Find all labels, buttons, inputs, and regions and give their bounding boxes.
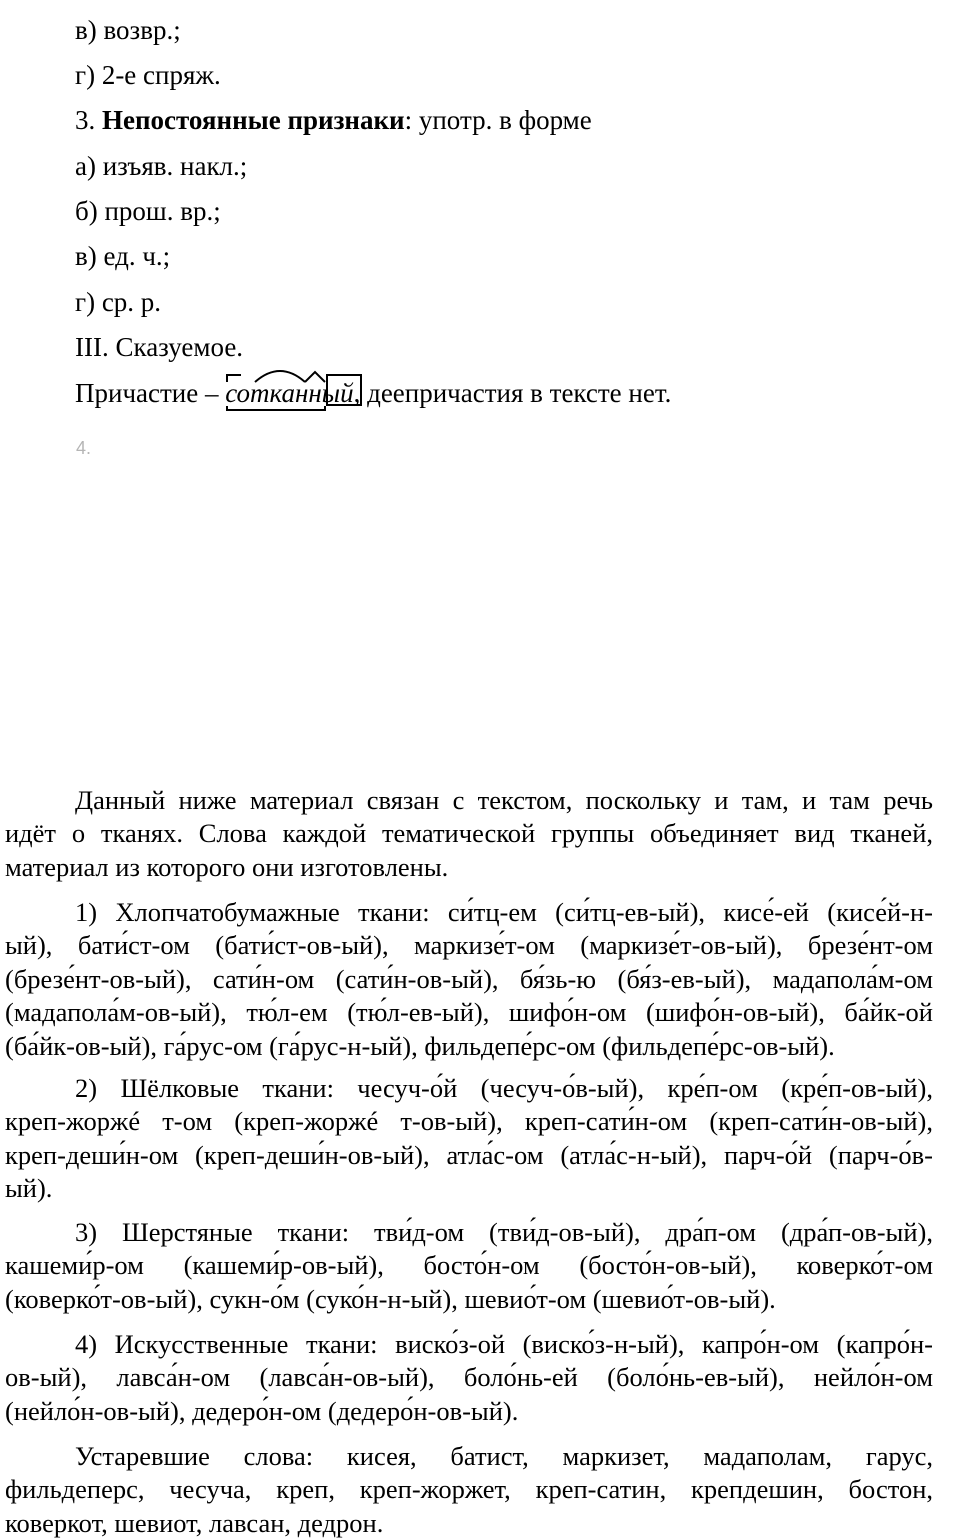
sub-item-a: а) изъяв. накл.; bbox=[75, 151, 248, 181]
sub-item-v: в) ед. ч.; bbox=[75, 241, 171, 271]
paragraph-intro bbox=[5, 784, 933, 884]
paragraph-wool bbox=[5, 1216, 933, 1316]
paragraph-row: (коверко́т-ов-ый), сукн-о́м (суко́н-н-ый), шевио́т-ом (шевио́т-ов-ый). bbox=[5, 1283, 776, 1314]
paragraph-row: Устаревшие слова: кисея, батист, маркизет, мадаполам, гарус, bbox=[75, 1441, 933, 1471]
paragraph-row: креп-деши́н-ом (креп-деши́н-ов-ый), атла́с-ом (атла́с-н-ый), парч-о́й (парч-о́в- bbox=[5, 1139, 933, 1170]
paragraph-row: материал из которого они изготовлены. bbox=[5, 851, 449, 882]
sub-item-g: г) ср. р. bbox=[75, 287, 162, 317]
paragraph-row: кашеми́р-ом (кашеми́р-ов-ый), босто́н-ом (босто́н-ов-ый), коверко́т-ом bbox=[5, 1250, 933, 1281]
paragraph-row: ый). bbox=[5, 1173, 53, 1204]
item-number: 3. bbox=[75, 105, 102, 135]
paragraph-row: фильдеперс, чесуча, креп, креп-жоржет, креп-сатин, крепдешин, бостон, bbox=[5, 1474, 933, 1505]
participle-word-analysis bbox=[225, 376, 353, 410]
paragraph-row: (брезе́нт-ов-ый), сати́н-ом (сати́н-ов-ый), бя́зь-ю (бя́з-ев-ый), мадапола́м-ом bbox=[5, 963, 933, 994]
nonconstant-features-line bbox=[75, 103, 592, 137]
paragraph-cotton bbox=[5, 896, 933, 1063]
participle-suffix: , деепричастия в тексте нет. bbox=[353, 378, 672, 408]
paragraph-row: 1) Хлопчатобумажные ткани: си́тц-ем (си́тц-ев-ый), кисе́-ей (кисе́й-н- bbox=[75, 897, 933, 927]
paragraph-row: ов-ый), лавса́н-ом (лавса́н-ов-ый), боло́нь-ей (боло́нь-ев-ый), нейло́н-ом bbox=[5, 1362, 933, 1393]
paragraph-row: (ба́йк-ов-ый), га́рус-ом (га́рус-н-ый), фильдепе́рс-ом (фильдепе́рс-ов-ый). bbox=[5, 1030, 835, 1061]
morpheme-marks-icon bbox=[225, 362, 365, 414]
participle-word: сотканный bbox=[225, 378, 354, 408]
section-number: 4. bbox=[76, 438, 92, 458]
paragraph-obsolete bbox=[5, 1440, 933, 1540]
sub-item-b: б) прош. вр.; bbox=[75, 196, 221, 226]
paragraph-row: Данный ниже материал связан с текстом, поскольку и там, и там речь bbox=[75, 785, 933, 815]
paragraph-row: 3) Шерстяные ткани: тви́д-ом (тви́д-ов-ый), дра́п-ом (дра́п-ов-ый), bbox=[75, 1217, 933, 1247]
list-line-v: в) возвр.; bbox=[75, 15, 181, 45]
paragraph-row: креп-жоржé т-ом (креп-жоржé т-ов-ый), креп-сати́н-ом (креп-сати́н-ов-ый), bbox=[5, 1106, 933, 1137]
nonconstant-features-rest: : употр. в форме bbox=[404, 105, 592, 135]
paragraph-row: идёт о тканях. Слова каждой тематической группы объединяет вид тканей, bbox=[5, 818, 933, 849]
participle-prefix: Причастие – bbox=[75, 378, 226, 408]
paragraph-row: (мадапола́м-ов-ый), тю́л-ем (тю́л-ев-ый), шифо́н-ом (шифо́н-ов-ый), ба́йк-ой bbox=[5, 997, 933, 1028]
predicate-line: III. Сказуемое. bbox=[75, 332, 244, 362]
paragraph-row: коверкот, шевиот, лавсан, дедрон. bbox=[5, 1507, 384, 1538]
paragraph-row: ый), бати́ст-ом (бати́ст-ов-ый), маркизе́т-ом (маркизе́т-ов-ый), брезе́нт-ом bbox=[5, 930, 933, 961]
paragraph-silk bbox=[5, 1072, 933, 1206]
nonconstant-features-heading: Непостоянные признаки bbox=[102, 105, 405, 135]
paragraph-row: 2) Шёлковые ткани: чесуч-о́й (чесуч-о́в-ый), кре́п-ом (кре́п-ов-ый), bbox=[75, 1073, 933, 1103]
participle-line bbox=[75, 376, 671, 410]
paragraph-row: (нейло́н-ов-ый), дедеро́н-ом (дедеро́н-ов-ый). bbox=[5, 1395, 519, 1426]
paragraph-synthetic bbox=[5, 1328, 933, 1428]
paragraph-row: 4) Искусственные ткани: виско́з-ой (виско́з-н-ый), капро́н-ом (капро́н- bbox=[75, 1329, 933, 1359]
list-line-g: г) 2-е спряж. bbox=[75, 60, 221, 90]
